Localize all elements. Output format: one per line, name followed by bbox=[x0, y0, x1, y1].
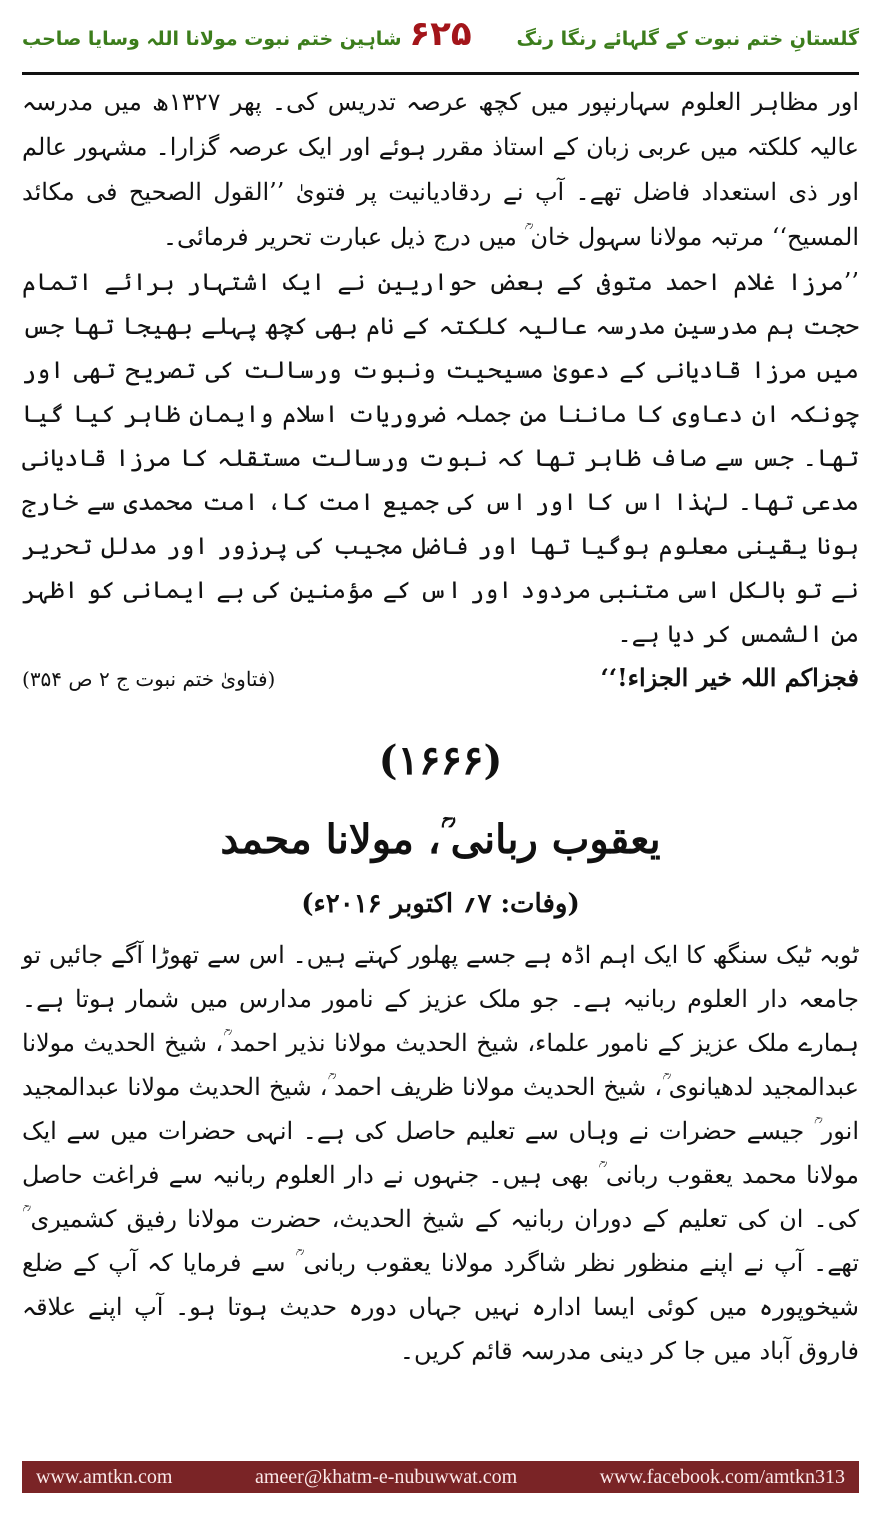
email-link[interactable]: ameer@khatm-e-nubuwwat.com bbox=[254, 1465, 518, 1488]
header-divider bbox=[22, 72, 859, 75]
quote-paragraph: ’’مرزا غلام احمد متوفی کے بعض حواریین نے ایک اشتہار برائے اتمام حجت ہم مدرسین مدرسہ عالیہ کلکتہ کے نام بھی کچھ پہلے بھیجا تھا جس میں مرزا قادیانی کے دعویٰ مسیحیت ونبوت ورسالت کی تصریح تھی اور چونکہ ان دعاوی کا ماننا من جملہ ضروریات اسلام وایمان ظاہر کیا گیا تھا۔ جس سے صاف ظاہر تھا کہ نبوت ورسالت مستقلہ کا مرزا قادیانی مدعی تھا۔ لہٰذا اس کا اور اس کی جمیع امت کا، امت محمدی سے خارج ہونا یقینی معلوم ہوگیا تھا اور فاضل مجیب کی پرزور اور مدلل تحریر نے تو بالکل اسی متنبی مردود اور اس کے مؤمنین کی بے ایمانی کو اظہر من الشمس کر دیا ہے۔ bbox=[22, 268, 859, 648]
author-name: شاہین ختم نبوت مولانا اللہ وسایا صاحب bbox=[22, 28, 402, 50]
entry-title: یعقوب ربانی ؒ، مولانا محمد bbox=[220, 816, 661, 863]
entry-number: (۱۶۶۶) bbox=[378, 737, 503, 784]
website-link[interactable]: www.amtkn.com bbox=[36, 1465, 173, 1488]
facebook-link[interactable]: www.facebook.com/amtkn313 bbox=[599, 1465, 845, 1488]
page-content bbox=[22, 80, 859, 1446]
quote-closing: فجزاکم اللہ خیر الجزاء!‘‘ bbox=[600, 663, 859, 692]
quote-closing-row bbox=[22, 656, 859, 701]
page-footer bbox=[22, 1461, 859, 1493]
page-header bbox=[22, 10, 859, 68]
book-title: گلستانِ ختم نبوت کے گلہائے رنگا رنگ bbox=[516, 28, 859, 50]
quote-reference: (فتاویٰ ختم نبوت ج ۲ ص ۳۵۴) bbox=[22, 667, 276, 691]
page-number: ۶۲۵ bbox=[409, 14, 472, 54]
intro-paragraph: اور مظاہر العلوم سہارنپور میں کچھ عرصہ تدریس کی۔ پھر ۱۳۲۷ھ میں مدرسہ عالیہ کلکتہ میں عربی زبان کے استاذ مقرر ہوئے اور ایک عرصہ گزارا۔ مشہور عالم اور ذی استعداد فاضل تھے۔ آپ نے ردقادیانیت پر فتویٰ ’’القول الصحیح فی مکائد المسیح‘‘ مرتبہ مولانا سہول خان ؒ میں درج ذیل عبارت تحریر فرمائی۔ bbox=[22, 88, 859, 251]
entry-death-date: (وفات: ۷؍ اکتوبر ۲۰۱۶ء) bbox=[301, 889, 580, 919]
entry-body: ٹوبہ ٹیک سنگھ کا ایک اہم اڈہ ہے جسے پھلور کہتے ہیں۔ اس سے تھوڑا آگے جائیں تو جامعہ دار العلوم ربانیہ ہے۔ جو ملک عزیز کے نامور مدارس میں شمار ہوتا ہے۔ ہمارے ملک عزیز کے نامور علماء، شیخ الحدیث مولانا نذیر احمد ؒ، شیخ الحدیث مولانا عبدالمجید لدھیانوی ؒ، شیخ الحدیث مولانا ظریف احمد ؒ، شیخ الحدیث مولانا عبدالمجید انور ؒ جیسے حضرات نے وہاں سے تعلیم حاصل کی ہے۔ انہی حضرات میں سے ایک مولانا محمد یعقوب ربانی ؒ بھی ہیں۔ جنہوں نے دار العلوم ربانیہ سے فراغت حاصل کی۔ ان کی تعلیم کے دوران ربانیہ کے شیخ الحدیث، حضرت مولانا رفیق کشمیری ؒ تھے۔ آپ نے اپنے منظور نظر شاگرد مولانا یعقوب ربانی ؒ سے فرمایا کہ آپ کے ضلع شیخوپورہ میں کوئی ایسا ادارہ نہیں جہاں دورہ حدیث ہوتا ہو۔ آپ اپنے علاقہ فاروق آباد میں جا کر دینی مدرسہ قائم کریں۔ bbox=[22, 941, 859, 1365]
